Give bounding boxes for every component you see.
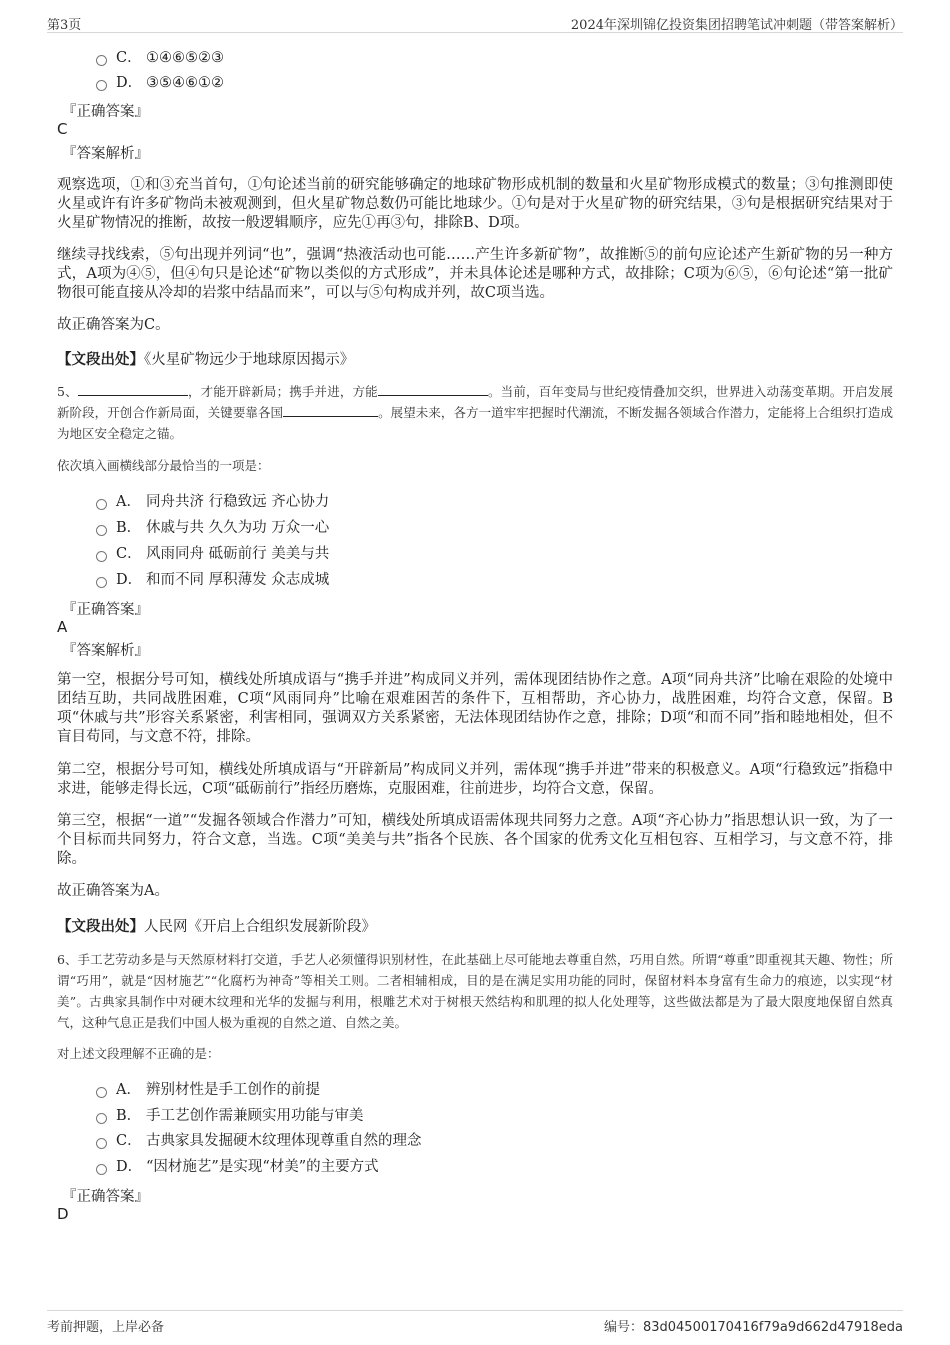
- q5-analysis-tag: 『答案解析』: [62, 643, 149, 659]
- q5-analysis-3: 第三空，根据“一道”“发掘各领域合作潜力”可知，横线处所填成语需体现共同努力之意。A项“齐心协力”指思想认识一致，为了一个目标而共同努力，符合文意，当选。C项“美美与共”指各个民族、各个国家的优秀文化互相包容、互相学习，与文意不符，排除。: [57, 813, 893, 867]
- q5-option-b[interactable]: B． 休戚与共 久久为功 万众一心: [96, 518, 329, 538]
- radio-icon[interactable]: [96, 1164, 107, 1175]
- q4-option-d[interactable]: D． ③⑤④⑥①②: [96, 73, 224, 93]
- q5-prompt: 依次填入画横线部分最恰当的一项是：: [57, 458, 270, 473]
- q6-prompt: 对上述文段理解不正确的是：: [57, 1046, 220, 1061]
- q6-option-c[interactable]: C． 古典家具发掘硬木纹理体现尊重自然的理念: [96, 1131, 422, 1151]
- q6-option-b[interactable]: B． 手工艺创作需兼顾实用功能与审美: [96, 1106, 364, 1126]
- radio-icon[interactable]: [96, 499, 107, 510]
- q5-answer: A: [57, 618, 68, 636]
- q5-analysis-1: 第一空，根据分号可知，横线处所填成语与“携手并进”构成同义并列，需体现团结协作之意。A项“同舟共济”比喻在艰险的处境中团结互助，共同战胜困难，C项“风雨同舟”比喻在艰难困苦的条件下，互相帮助，齐心协力，战胜困难，均符合文意，保留。B项“休戚与共”形容关系紧密，利害相同，强调双方关系紧密，无法体现团结协作之意，排除；D项“和而不同”指和睦地相处，但不盲目苟同，与文意不符，排除。: [57, 672, 893, 745]
- q5-analysis-4: 故正确答案为A。: [57, 883, 169, 899]
- page-footer: [47, 1310, 903, 1335]
- q4-source: 【文段出处】《火星矿物远少于地球原因揭示》: [57, 351, 355, 368]
- q5-analysis-2: 第二空，根据分号可知，横线处所填成语与“开辟新局”构成同义并列，需体现“携手并进”带来的积极意义。A项“行稳致远”指稳中求进，能够走得长远，C项“砥砺前行”指经历磨炼，克服困难，往前进步，均符合文意，保留。: [57, 762, 893, 797]
- blank-line[interactable]: [378, 383, 488, 396]
- q5-option-d[interactable]: D． 和而不同 厚积薄发 众志成城: [96, 570, 329, 590]
- q4-analysis-2: 继续寻找线索，⑤句出现并列词“也”，强调“热液活动也可能……产生许多新矿物”，故推断⑤的前句应论述产生新矿物的另一种方式，A项为④⑤，但④句只是论述“矿物以类似的方式形成”，并未具体论述是哪种方式，故排除；C项为⑥⑤，⑥句论述“第一批矿物很可能直接从冷却的岩浆中结晶而来”，可以与⑤句构成并列，故C项当选。: [57, 247, 893, 301]
- radio-icon[interactable]: [96, 1138, 107, 1149]
- q4-option-c[interactable]: C． ①④⑥⑤②③: [96, 48, 224, 68]
- q4-analysis-1: 观察选项，①和③充当首句，①句论述当前的研究能够确定的地球矿物形成机制的数量和火星矿物形成模式的数量；③句推测即使火星或许有许多矿物尚未被观测到，但火星矿物总数仍可能比地球少。①句是对于火星矿物的研究结果，③句是根据研究结果对于火星矿物情况的推断，故按一般逻辑顺序，应先①再③句，排除B、D项。: [57, 177, 893, 231]
- radio-icon[interactable]: [96, 577, 107, 588]
- radio-icon[interactable]: [96, 1087, 107, 1098]
- radio-icon[interactable]: [96, 55, 107, 66]
- q6-stem: 6、手工艺劳动多是与天然原材料打交道，手艺人必须懂得识别材性，在此基础上尽可能地去尊重自然，巧用自然。所谓“尊重”即重视其天趣、物性；所谓“巧用”，就是“因材施艺”“化腐朽为神奇”等相关工则。二者相辅相成，目的是在满足实用功能的同时，保留材料本身富有生命力的痕迹，以实现“材美”。古典家具制作中对硬木纹理和光华的发掘与利用，根雕艺术对于树根天然结构和肌理的拟人化处理等，这些做法都是为了最大限度地保留自然真气，这种气息正是我们中国人极为重视的自然之道、自然之美。: [57, 952, 893, 1030]
- radio-icon[interactable]: [96, 551, 107, 562]
- radio-icon[interactable]: [96, 80, 107, 91]
- q4-answer-tag: 『正确答案』: [62, 104, 149, 120]
- q6-option-a[interactable]: A． 辨别材性是手工创作的前提: [96, 1080, 320, 1100]
- page-header: [47, 12, 903, 33]
- q5-option-c[interactable]: C． 风雨同舟 砥砺前行 美美与共: [96, 544, 329, 564]
- q4-analysis-tag: 『答案解析』: [62, 146, 149, 162]
- blank-line[interactable]: [283, 404, 378, 417]
- document-title: 2024年深圳锦亿投资集团招聘笔试冲刺题（带答案解析）: [570, 18, 903, 33]
- blank-line[interactable]: [78, 383, 188, 396]
- q5-stem: 5、 ，才能开辟新局；携手并进，方能 。当前，百年变局与世纪疫情叠加交织，世界进入动荡变革期。开启发展新阶段，开创合作新局面，关键要靠各国 。展望未来，各方一道牢牢把握时代潮流，不断发掘各领域合作潜力，定能将上合组织打造成为地区安全稳定之锚。: [57, 384, 893, 441]
- radio-icon[interactable]: [96, 525, 107, 536]
- q6-option-d[interactable]: D． “因材施艺”是实现“材美”的主要方式: [96, 1157, 379, 1177]
- footer-slogan: 考前押题，上岸必备: [47, 1320, 165, 1335]
- q6-answer: D: [57, 1205, 69, 1223]
- q4-analysis-3: 故正确答案为C。: [57, 317, 170, 333]
- q5-answer-tag: 『正确答案』: [62, 602, 149, 618]
- q5-source: 【文段出处】人民网《开启上合组织发展新阶段》: [57, 918, 376, 935]
- footer-code: 编号：83d04500170416f79a9d662d47918eda: [603, 1320, 903, 1335]
- page-number: 第3页: [47, 18, 82, 33]
- radio-icon[interactable]: [96, 1113, 107, 1124]
- q4-answer: C: [57, 120, 68, 138]
- q5-option-a[interactable]: A． 同舟共济 行稳致远 齐心协力: [96, 492, 329, 512]
- q6-answer-tag: 『正确答案』: [62, 1189, 149, 1205]
